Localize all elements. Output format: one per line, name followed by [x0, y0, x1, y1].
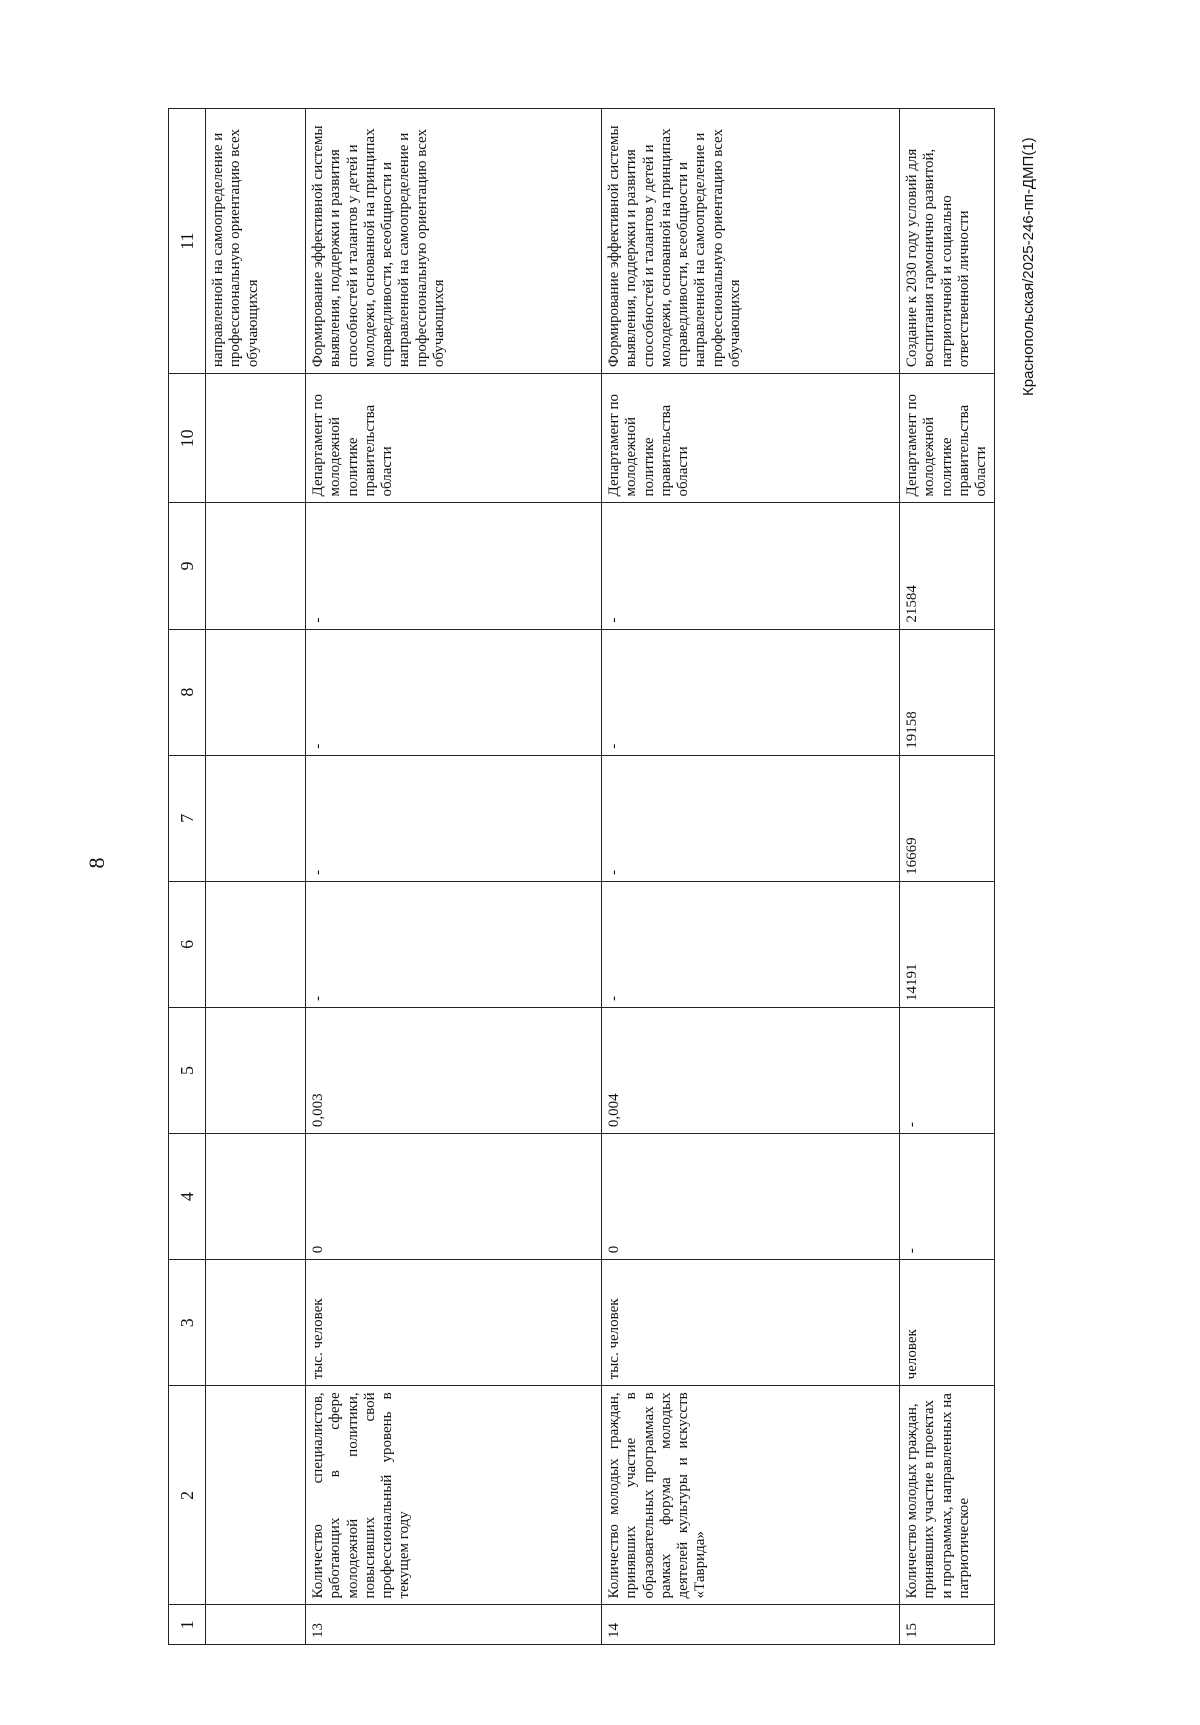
value-col6: 14191 [900, 881, 995, 1007]
cell [206, 503, 306, 629]
col-header-4: 4 [169, 1134, 206, 1260]
value-col4: 0 [306, 1134, 602, 1260]
value-col5: 0,004 [602, 1007, 900, 1133]
row-number: 14 [602, 1605, 900, 1645]
indicator-name: Количество молодых граждан, принявших участие в образовательных программах в рамках форума молодых деятелей культуры и искусств «Таврида» [602, 1386, 900, 1605]
unit-cell: человек [900, 1260, 995, 1386]
cell [206, 1386, 306, 1605]
table-row-13 [306, 109, 602, 1645]
col-header-8: 8 [169, 629, 206, 755]
value-col4: 0 [602, 1134, 900, 1260]
cell [206, 1007, 306, 1133]
value-col6: - [602, 881, 900, 1007]
page-number: 8 [84, 857, 109, 869]
value-col7: - [602, 755, 900, 881]
col-header-3: 3 [169, 1260, 206, 1386]
indicator-name: Количество молодых граждан, принявших участие в проектах и программах, направленных на патриотическое [900, 1386, 995, 1605]
cell [206, 1260, 306, 1386]
table-row-14 [602, 109, 900, 1645]
cell [206, 1134, 306, 1260]
value-col8: - [306, 629, 602, 755]
col-header-5: 5 [169, 1007, 206, 1133]
col-header-7: 7 [169, 755, 206, 881]
table-row-continuation [206, 109, 306, 1645]
footer-document-code: Краснопольская/2025-246-пп-ДМП(1) [1020, 137, 1037, 396]
value-col7: 16669 [900, 755, 995, 881]
unit-cell: тыс. человек [306, 1260, 602, 1386]
responsible-cell: Департамент по молодежной политике правительства области [306, 374, 602, 503]
cell [206, 629, 306, 755]
col-header-9: 9 [169, 503, 206, 629]
col-header-11: 11 [169, 109, 206, 374]
goal-cell: Формирование эффективной системы выявления, поддержки и развития способностей и талантов у детей и молодежи, основанной на принципах справедливости, всеобщности и направленной на самоопределение и профессиональную ориентацию всех обучающихся [602, 109, 900, 374]
value-col9: 21584 [900, 503, 995, 629]
goal-cell: Формирование эффективной системы выявления, поддержки и развития способностей и талантов у детей и молодежи, основанной на принципах справедливости, всеобщности и направленной на самоопределение и профессиональную ориентацию всех обучающихся [306, 109, 602, 374]
responsible-cell: Департамент по молодежной политике правительства области [602, 374, 900, 503]
cell [206, 755, 306, 881]
cell [206, 1605, 306, 1645]
col-header-10: 10 [169, 374, 206, 503]
cell [206, 881, 306, 1007]
col-header-1: 1 [169, 1605, 206, 1645]
value-col9: - [306, 503, 602, 629]
header-row [169, 109, 206, 1645]
value-col9: - [602, 503, 900, 629]
goal-cell: Создание к 2030 году условий для воспитания гармонично развитой, патриотичной и социально ответственной личности [900, 109, 995, 374]
table-row-15 [900, 109, 995, 1645]
value-col5: - [900, 1007, 995, 1133]
row-number: 15 [900, 1605, 995, 1645]
col-header-2: 2 [169, 1386, 206, 1605]
row-number: 13 [306, 1605, 602, 1645]
responsible-cell: Департамент по молодежной политике правительства области [900, 374, 995, 503]
col-header-6: 6 [169, 881, 206, 1007]
goal-cell: направленной на самоопределение и профессиональную ориентацию всех обучающихся [206, 109, 306, 374]
indicators-table [168, 108, 995, 1645]
value-col8: - [602, 629, 900, 755]
indicators-table-wrapper [168, 108, 989, 1645]
value-col6: - [306, 881, 602, 1007]
value-col7: - [306, 755, 602, 881]
value-col5: 0,003 [306, 1007, 602, 1133]
unit-cell: тыс. человек [602, 1260, 900, 1386]
value-col4: - [900, 1134, 995, 1260]
value-col8: 19158 [900, 629, 995, 755]
indicator-name: Количество специалистов, работающих в сфере молодежной политики, повысивших свой профессиональный уровень в текущем году [306, 1386, 602, 1605]
cell [206, 374, 306, 503]
